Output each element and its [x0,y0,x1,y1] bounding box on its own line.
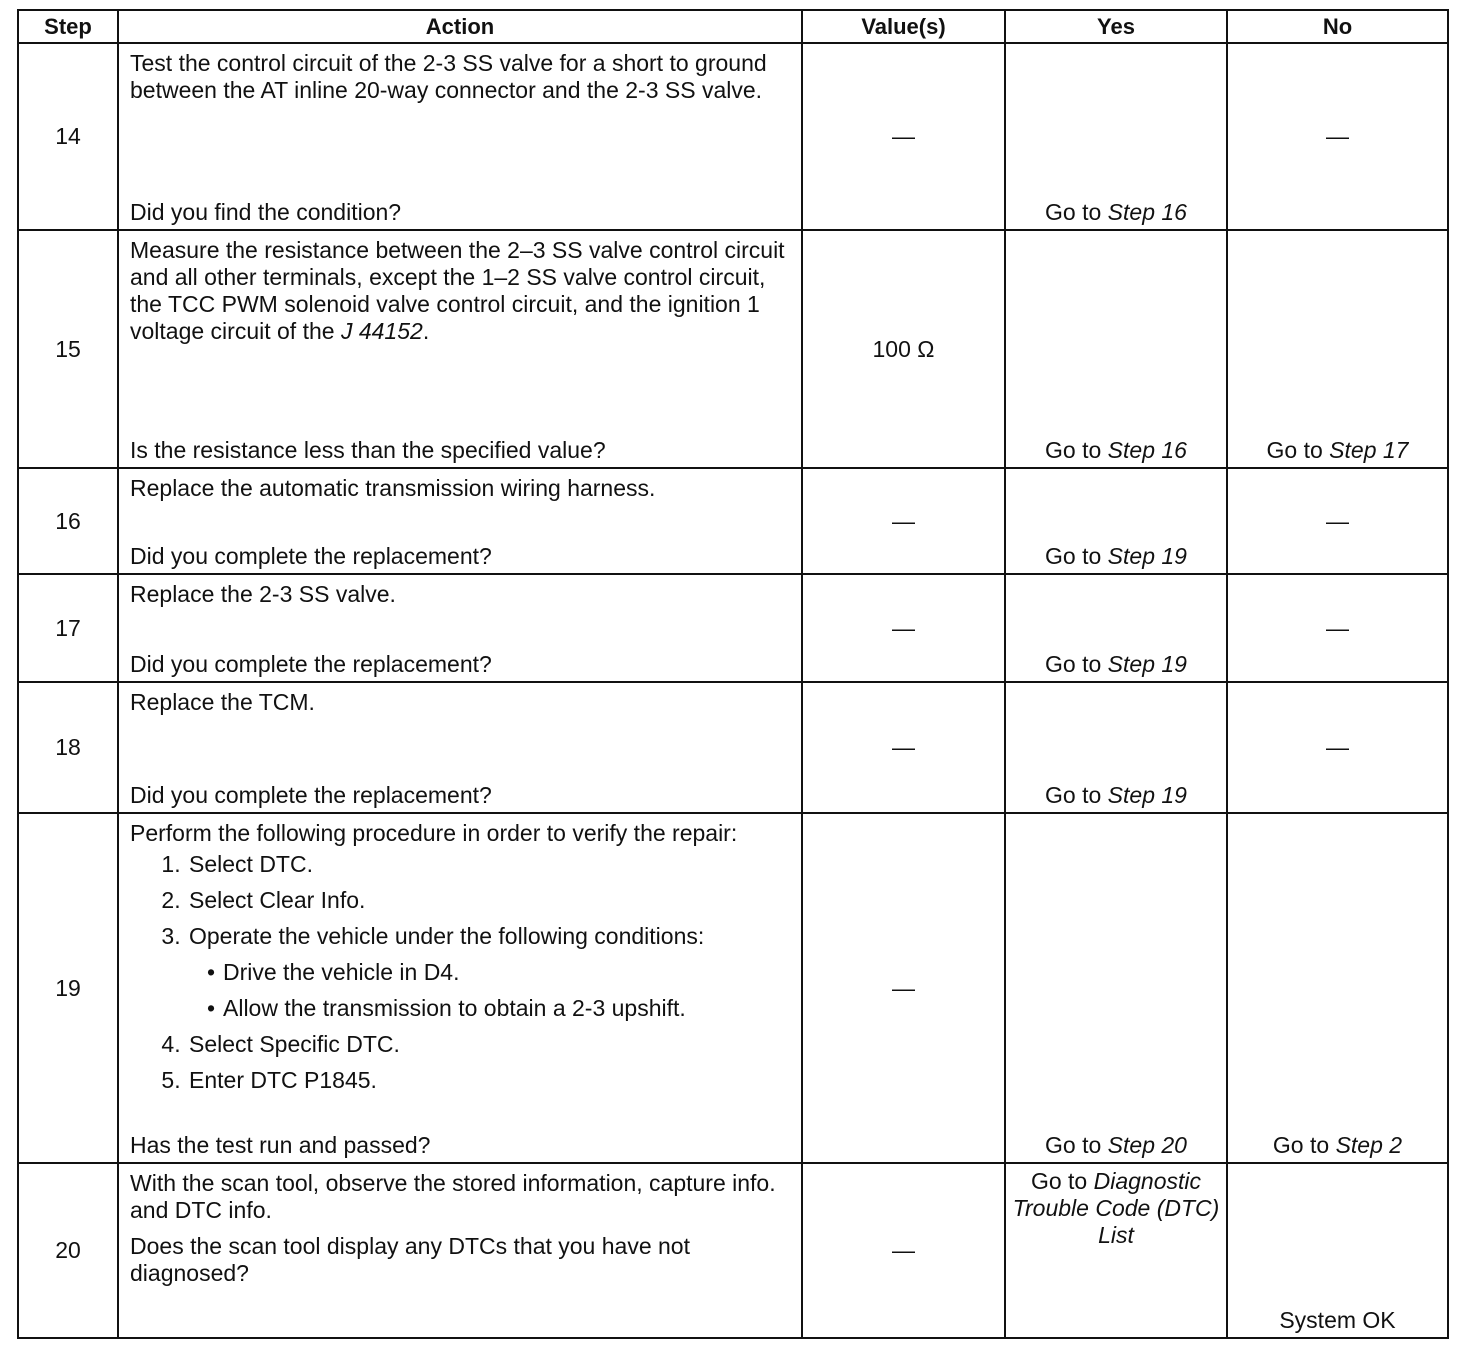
col-header-step: Step [18,10,118,43]
action-question: Is the resistance less than the specified value? [130,437,606,463]
no-cell: — [1227,682,1448,813]
col-header-values: Value(s) [802,10,1005,43]
yes-cell[interactable] [1005,574,1227,682]
action-text: Perform the following procedure in order to verify the repair: [130,820,738,846]
no-step-link[interactable]: Step 2 [1335,1132,1403,1158]
yes-cell[interactable] [1005,682,1227,813]
yes-go-to: Go to [1045,199,1108,225]
list-item-text: Operate the vehicle under the following conditions: [189,923,705,949]
list-item: 1. Select DTC. [187,851,793,878]
no-go-to: Go to [1266,437,1330,463]
step-number: 14 [18,43,118,230]
table-row [18,813,1448,1163]
action-question: Did you complete the replacement? [130,651,492,677]
no-step-link[interactable]: Step 17 [1329,437,1409,463]
list-item [187,923,793,1022]
action-text: Replace the automatic transmission wiring harness. [130,475,656,501]
yes-step-link[interactable]: Step 19 [1107,651,1187,677]
no-cell[interactable] [1227,813,1448,1163]
yes-step-link[interactable]: Step 19 [1107,782,1187,808]
no-go-to: Go to [1272,1132,1336,1158]
yes-cell[interactable] [1005,1163,1227,1338]
action-text-end: . [422,318,430,344]
yes-go-to: Go to [1045,782,1108,808]
yes-cell[interactable] [1005,230,1227,468]
step-number: 20 [18,1163,118,1338]
action-cell [118,682,802,813]
value-cell: 100 Ω [802,230,1005,468]
value-cell: — [802,1163,1005,1338]
action-question: Did you find the condition? [130,199,402,225]
yes-go-to: Go to [1045,1132,1108,1158]
action-cell [118,813,802,1163]
value-cell: — [802,574,1005,682]
yes-go-to: Go to [1045,437,1108,463]
action-cell [118,1163,802,1338]
action-cell [118,574,802,682]
table-row [18,230,1448,468]
bullet-item: • Allow the transmission to obtain a 2-3 upshift. [223,995,793,1022]
yes-go-to: Go to [1045,543,1108,569]
value-cell: — [802,682,1005,813]
procedure-list [130,851,793,1094]
yes-step-link[interactable]: Step 16 [1107,199,1187,225]
list-item: 2. Select Clear Info. [187,887,793,914]
no-cell: — [1227,43,1448,230]
table-row [18,682,1448,813]
yes-cell[interactable] [1005,468,1227,574]
action-cell [118,230,802,468]
yes-step-link[interactable]: Step 19 [1107,543,1187,569]
yes-cell[interactable] [1005,813,1227,1163]
col-header-no: No [1227,10,1448,43]
step-number: 17 [18,574,118,682]
action-text: Test the control circuit of the 2-3 SS valve for a short to ground between the AT inline 20-way connector and the 2-3 SS valve. [130,50,767,103]
table-row [18,468,1448,574]
action-question: Has the test run and passed? [130,1132,431,1158]
tool-reference: J 44152 [340,318,423,344]
col-header-action: Action [118,10,802,43]
value-cell: — [802,813,1005,1163]
yes-step-link[interactable]: Step 16 [1107,437,1187,463]
value-cell: — [802,43,1005,230]
condition-list [189,959,793,1022]
action-text [130,237,793,345]
no-cell[interactable] [1227,230,1448,468]
step-number: 18 [18,682,118,813]
no-cell: — [1227,468,1448,574]
diagnostic-table [17,9,1449,1339]
step-number: 15 [18,230,118,468]
bullet-item: • Drive the vehicle in D4. [223,959,793,986]
action-question: Did you complete the replacement? [130,782,492,808]
value-cell: — [802,468,1005,574]
no-cell: — [1227,574,1448,682]
list-item: 4. Select Specific DTC. [187,1031,793,1058]
yes-step-link[interactable]: Step 20 [1107,1132,1187,1158]
no-cell: System OK [1227,1163,1448,1338]
header-row [18,10,1448,43]
action-text: Replace the TCM. [130,689,315,715]
yes-go-to: Go to [1030,1168,1094,1194]
table-row [18,1163,1448,1338]
col-header-yes: Yes [1005,10,1227,43]
action-text-main: Measure the resistance between the 2–3 SS valve control circuit and all other terminals, except the 1–2 SS valve control circuit, the TCC PWM solenoid valve control circuit, and the ignition 1 voltage circuit of the [130,237,785,344]
step-number: 19 [18,813,118,1163]
step-number: 16 [18,468,118,574]
action-question: Does the scan tool display any DTCs that you have not diagnosed? [130,1233,690,1286]
list-item: 5. Enter DTC P1845. [187,1067,793,1094]
yes-cell[interactable] [1005,43,1227,230]
dtc-list-link[interactable]: Diagnostic Trouble Code (DTC) List [1012,1168,1220,1248]
table-row [18,43,1448,230]
table-row [18,574,1448,682]
action-text: With the scan tool, observe the stored information, capture info. and DTC info. [130,1170,776,1223]
action-cell [118,43,802,230]
action-text: Replace the 2-3 SS valve. [130,581,396,607]
yes-go-to: Go to [1045,651,1108,677]
action-question: Did you complete the replacement? [130,543,492,569]
action-cell [118,468,802,574]
